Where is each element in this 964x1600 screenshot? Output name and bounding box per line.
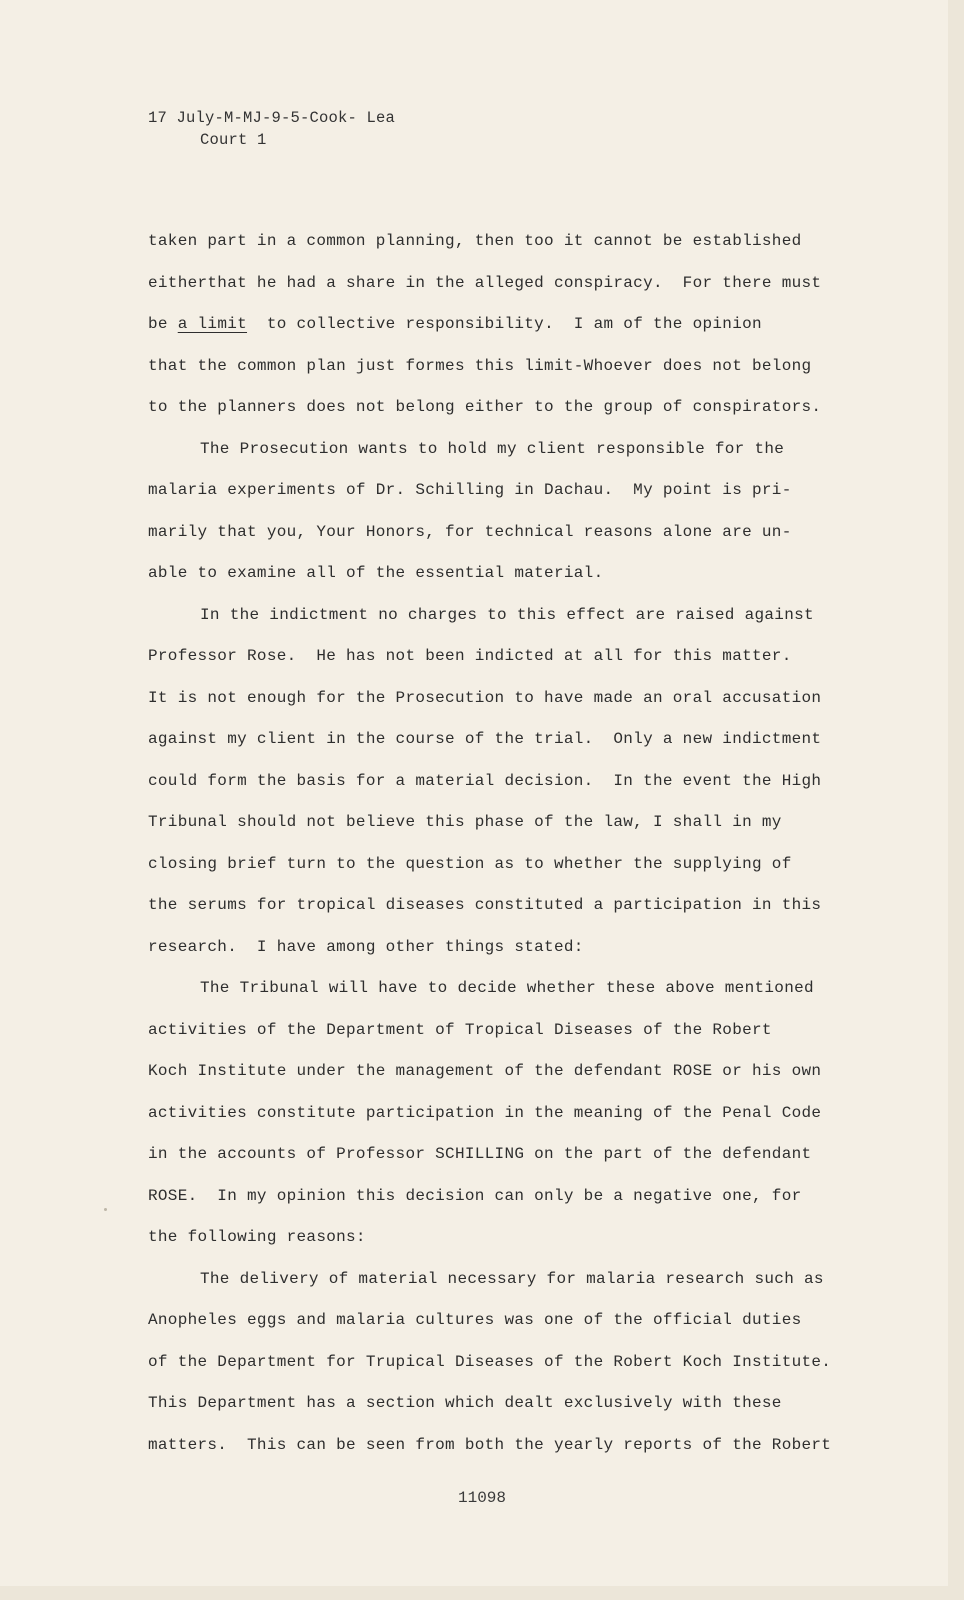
text-line: against my client in the course of the trial. Only a new indictment bbox=[148, 730, 822, 748]
text-line: closing brief turn to the question as to whether the supplying of bbox=[148, 854, 792, 873]
text-line: ROSE. In my opinion this decision can only be a negative one, for bbox=[148, 1186, 802, 1205]
page-number: 11098 bbox=[457, 1489, 506, 1507]
text-line: Anopheles eggs and malaria cultures was one of the official duties bbox=[148, 1311, 802, 1329]
text-line: It is not enough for the Prosecution to have made an oral accusation bbox=[148, 688, 822, 707]
text-line: activities of the Department of Tropical Diseases of the Robert bbox=[148, 1020, 772, 1039]
text-line: matters. This can be seen from both the yearly reports of the Robert bbox=[148, 1435, 832, 1454]
header-reference-line: 17 July-M-MJ-9-5-Cook- Lea bbox=[148, 109, 396, 127]
text-line: The Tribunal will have to decide whether these above mentioned bbox=[200, 979, 814, 997]
text-line: could form the basis for a material decision. In the event the High bbox=[148, 771, 822, 790]
text-line: eitherthat he had a share in the alleged conspiracy. For there must bbox=[148, 273, 822, 292]
text-line: The delivery of material necessary for malaria research such as bbox=[200, 1269, 824, 1288]
text-line: in the accounts of Professor SCHILLING on the part of the defendant bbox=[148, 1145, 812, 1163]
text-line: the following reasons: bbox=[148, 1228, 366, 1246]
text-segment: be bbox=[148, 315, 178, 333]
text-line: This Department has a section which dealt exclusively with these bbox=[148, 1394, 782, 1412]
text-line: Tribunal should not believe this phase of the law, I shall in my bbox=[148, 813, 782, 831]
text-line: taken part in a common planning, then too it cannot be established bbox=[148, 232, 802, 250]
text-line: Professor Rose. He has not been indicted at all for this matter. bbox=[148, 647, 792, 665]
paper-speck bbox=[104, 1208, 107, 1211]
document-body bbox=[148, 229, 858, 1474]
text-line: research. I have among other things stated: bbox=[148, 937, 584, 956]
text-line bbox=[148, 312, 858, 354]
text-line: In the indictment no charges to this effect are raised against bbox=[200, 605, 814, 624]
text-line: marily that you, Your Honors, for technical reasons alone are un- bbox=[148, 522, 792, 541]
document-header bbox=[148, 107, 395, 151]
text-segment: to collective responsibility. I am of the opinion bbox=[247, 315, 762, 333]
text-line: to the planners does not belong either to the group of conspirators. bbox=[148, 398, 822, 416]
text-line: that the common plan just formes this limit-Whoever does not belong bbox=[148, 356, 812, 375]
text-line: malaria experiments of Dr. Schilling in Dachau. My point is pri- bbox=[148, 481, 792, 499]
text-line: the serums for tropical diseases constituted a participation in this bbox=[148, 896, 822, 914]
text-line: Koch Institute under the management of the defendant ROSE or his own bbox=[148, 1062, 822, 1080]
underlined-phrase: a limit bbox=[177, 315, 248, 333]
header-court-line: Court 1 bbox=[200, 131, 267, 149]
text-line: able to examine all of the essential material. bbox=[148, 564, 604, 582]
text-line: The Prosecution wants to hold my client responsible for the bbox=[200, 439, 785, 458]
text-line: activities constitute participation in the meaning of the Penal Code bbox=[148, 1103, 822, 1122]
text-line: of the Department for Trupical Diseases of the Robert Koch Institute. bbox=[148, 1352, 832, 1371]
